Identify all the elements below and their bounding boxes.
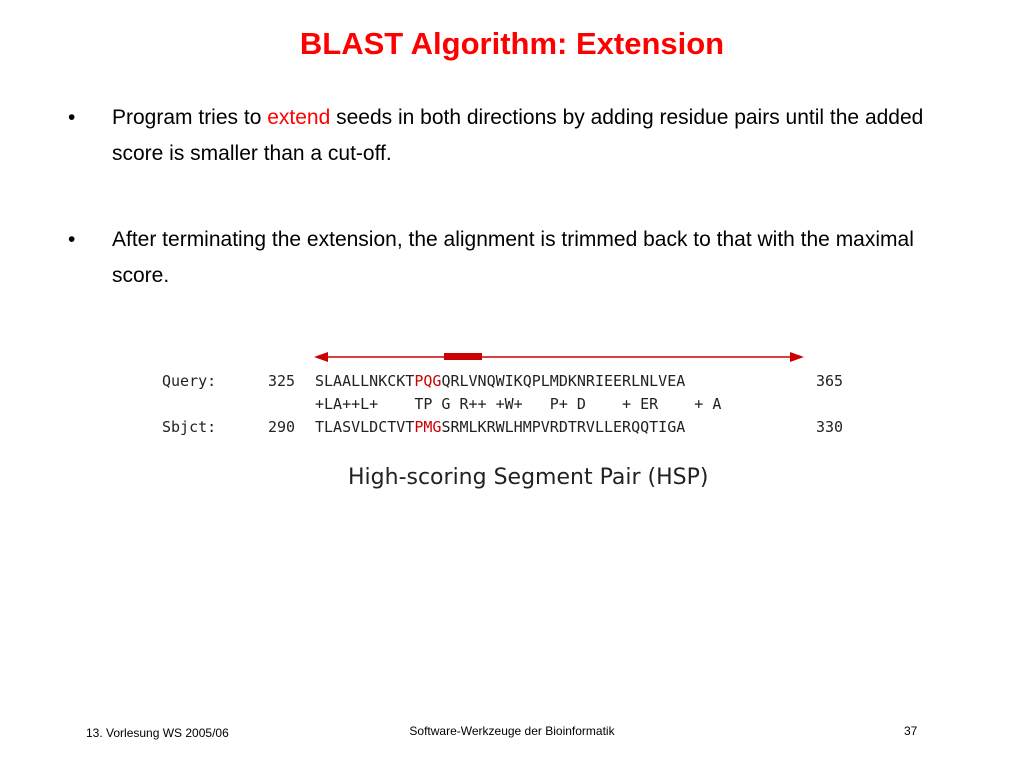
arrow-head-right-icon [790,352,804,362]
bullet-text-after: seeds in both directions by adding residue pairs until the added score is smaller than a cut-off. [112,106,924,165]
arrow-head-left-icon [314,352,328,362]
bullet-mark: • [68,228,76,251]
sbjct-seed: PMG [414,418,442,436]
hsp-diagram [160,328,860,498]
query-label: Query: [162,372,217,390]
footer-lecture: 13. Vorlesung WS 2005/06 [86,726,229,740]
match-line: +LA++L+ TP G R++ +W+ P+ D + ER + A [315,395,722,413]
page-number: 37 [904,724,918,738]
sbjct-end: 330 [816,418,844,436]
slide-title: BLAST Algorithm: Extension [299,26,725,61]
bullet-text: After terminating the extension, the alignment is trimmed back to that with the maximal score. [112,228,914,287]
sbjct-seq-post: SRMLKRWLHMPVRDTRVLLERQQTIGA [441,418,686,436]
query-seq-pre: SLAALLNKCKT [315,372,415,390]
sbjct-start: 290 [268,418,296,436]
query-end: 365 [816,372,844,390]
query-seq-post: QRLVNQWIKQPLMDKNRIEERLNLVEA [441,372,686,390]
bullet-text-before: Program tries to [112,106,268,129]
hsp-caption: High-scoring Segment Pair (HSP) [348,465,709,490]
hsp-figure [160,328,860,498]
sbjct-seq-pre: TLASVLDCTVT [315,418,415,436]
bullet-item-extend [66,100,926,172]
bullet-item-trim [66,222,926,294]
footer-course: Software-Werkzeuge der Bioinformatik [409,724,615,738]
highlight-extend: extend [267,106,331,129]
bullet-mark: • [68,106,76,129]
query-start: 325 [268,372,296,390]
sbjct-label: Sbjct: [162,418,217,436]
query-sequence [315,372,685,390]
query-seed: PQG [414,372,442,390]
bullet-list [66,100,926,344]
sbjct-sequence [315,418,685,436]
seed-marker [444,353,482,360]
